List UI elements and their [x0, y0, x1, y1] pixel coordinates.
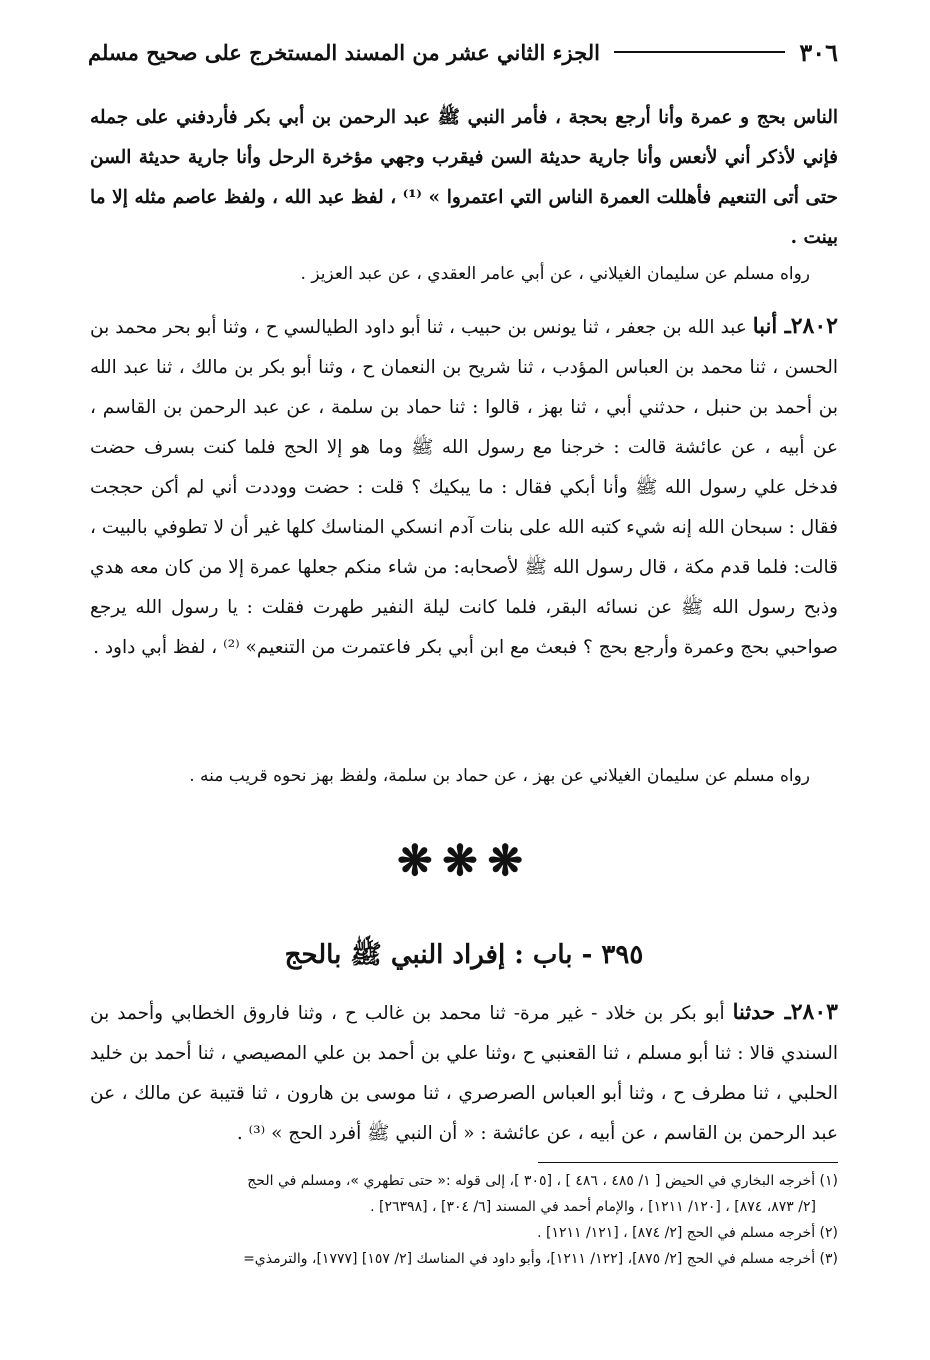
footnote-2: (٢) أخرجه مسلم في الحج [٢/ ٨٧٤] ، [١٢١/ ١٢١١] .: [537, 1225, 838, 1241]
footnotes: [90, 1168, 838, 1272]
footnote-1-line-1: (١) أخرجه البخاري في الحيض [ ١/ ٤٨٥ ، ٤٨٦ ] ، [٣٠٥ ]، إلى قوله :« حتى تطهري »، ومسلم في الحج: [247, 1173, 838, 1189]
paragraph-text: الناس بحج و عمرة وأنا أرجع بحجة ، فأمر النبي ﷺ عبد الرحمن بن أبي بكر فأردفني على جمله فإني لأذكر أني لأنعس وأنا جارية حديثة السن فيقرب وجهي مؤخرة الرحل وأنا جارية حديثة السن حتى أتى التنعيم فأهللت العمرة الناس التي اعتمروا » ⁽¹⁾ ، لفظ عبد الله ، ولفظ عاصم مثله إلا ما بينت .: [90, 107, 838, 248]
narration-word: ـ حدثنا: [732, 999, 791, 1024]
rawah-note-1: [90, 254, 838, 294]
hadith-number: ٢٨٠٢: [790, 313, 838, 339]
paragraph-continuation: [90, 98, 838, 258]
rawah-note-2: [90, 756, 838, 796]
footnote-3: (٣) أخرجه مسلم في الحج [٢/ ٨٧٥]، [١٢٢/ ١٢١١]، وأبو داود في المناسك [٢/ ١٥٧] [١٧٧٧]، والترمذي=: [243, 1251, 838, 1267]
hadith-2803: [90, 992, 838, 1154]
footnote-rule: [538, 1162, 838, 1163]
rawah-text: رواه مسلم عن سليمان الغيلاني عن بهز ، عن حماد بن سلمة، ولفظ بهز نحوه قريب منه .: [189, 766, 810, 786]
hadith-2802: [90, 306, 838, 668]
page-header: [88, 30, 838, 74]
hadith-body: [90, 306, 838, 668]
hadith-body: [90, 992, 838, 1154]
chapter-heading: ٣٩٥ - باب : إفراد النبي ﷺ بالحج: [284, 940, 644, 970]
footnote-1-line-2: [٢/ ٨٧٣، ٨٧٤] ، [١٢٠/ ١٢١١] ، والإمام أحمد في المسند [٦/ ٣٠٤] ، [٢٦٣٩٨] .: [370, 1199, 816, 1215]
section-separator: ❋❋❋: [397, 836, 533, 885]
running-title: الجزء الثاني عشر من المسند المستخرج على صحيح مسلم: [88, 39, 600, 65]
hadith-text: عبد الله بن جعفر ، ثنا يونس بن حبيب ، ثنا أبو داود الطيالسي ح ، وثنا أبو بحر محمد بن الحسن ، ثنا محمد بن العباس المؤدب ، ثنا شريح بن النعمان ح ، وثنا أبو بكر بن مالك ، ثنا عبد الله بن أحمد بن حنبل ، حدثني أبي ، ثنا بهز ، قالوا : ثنا حماد بن سلمة ، عن عبد الرحمن بن القاسم ، عن أبيه ، عن عائشة قالت : خرجنا مع رسول الله ﷺ وما هو إلا الحج فلما كنت بسرف حضت فدخل علي رسول الله ﷺ وأنا أبكي فقال : ما يبكيك ؟ قلت : حضت ووددت أني لم أكن حججت فقال : سبحان الله إنه شيء كتبه الله على بنات آدم انسكي المناسك كلها غير أن لا تطوفي بالبيت ، قالت: فلما قدم مكة ، قال رسول الله ﷺ لأصحابه: من شاء منكم جعلها عمرة إلا من كان معه هدي وذبح رسول الله ﷺ عن نسائه البقر، فلما كانت ليلة النفير طهرت فقلت : يا رسول الله يرجع صواحبي بحج وعمرة وأرجع بحج ؟ فبعث مع ابن أبي بكر فاعتمرت من التنعيم» ⁽²⁾ ، لفظ أبي داود .: [90, 317, 838, 658]
hadith-number: ٢٨٠٣: [790, 999, 838, 1025]
hadith-text: أبو بكر بن خلاد - غير مرة- ثنا محمد بن غالب ح ، وثنا فاروق الخطابي وأحمد بن السندي قالا : ثنا أبو مسلم ، ثنا القعنبي ح ،وثنا علي بن أحمد بن علي المصيصي ، ثنا أحمد بن خليد الحلبي ، ثنا مطرف ح ، وثنا أبو العباس الصرصري ، ثنا موسى بن هارون ، ثنا قتيبة عن مالك ، عن عبد الرحمن بن القاسم ، عن أبيه ، عن عائشة : « أن النبي ﷺ أفرد الحج » ⁽³⁾ .: [90, 1003, 838, 1144]
header-rule: [614, 51, 785, 53]
rawah-text: رواه مسلم عن سليمان الغيلاني ، عن أبي عامر العقدي ، عن عبد العزيز .: [300, 264, 810, 284]
page-number: ٣٠٦: [799, 37, 838, 67]
narration-word: ـ أنبا: [752, 313, 791, 338]
